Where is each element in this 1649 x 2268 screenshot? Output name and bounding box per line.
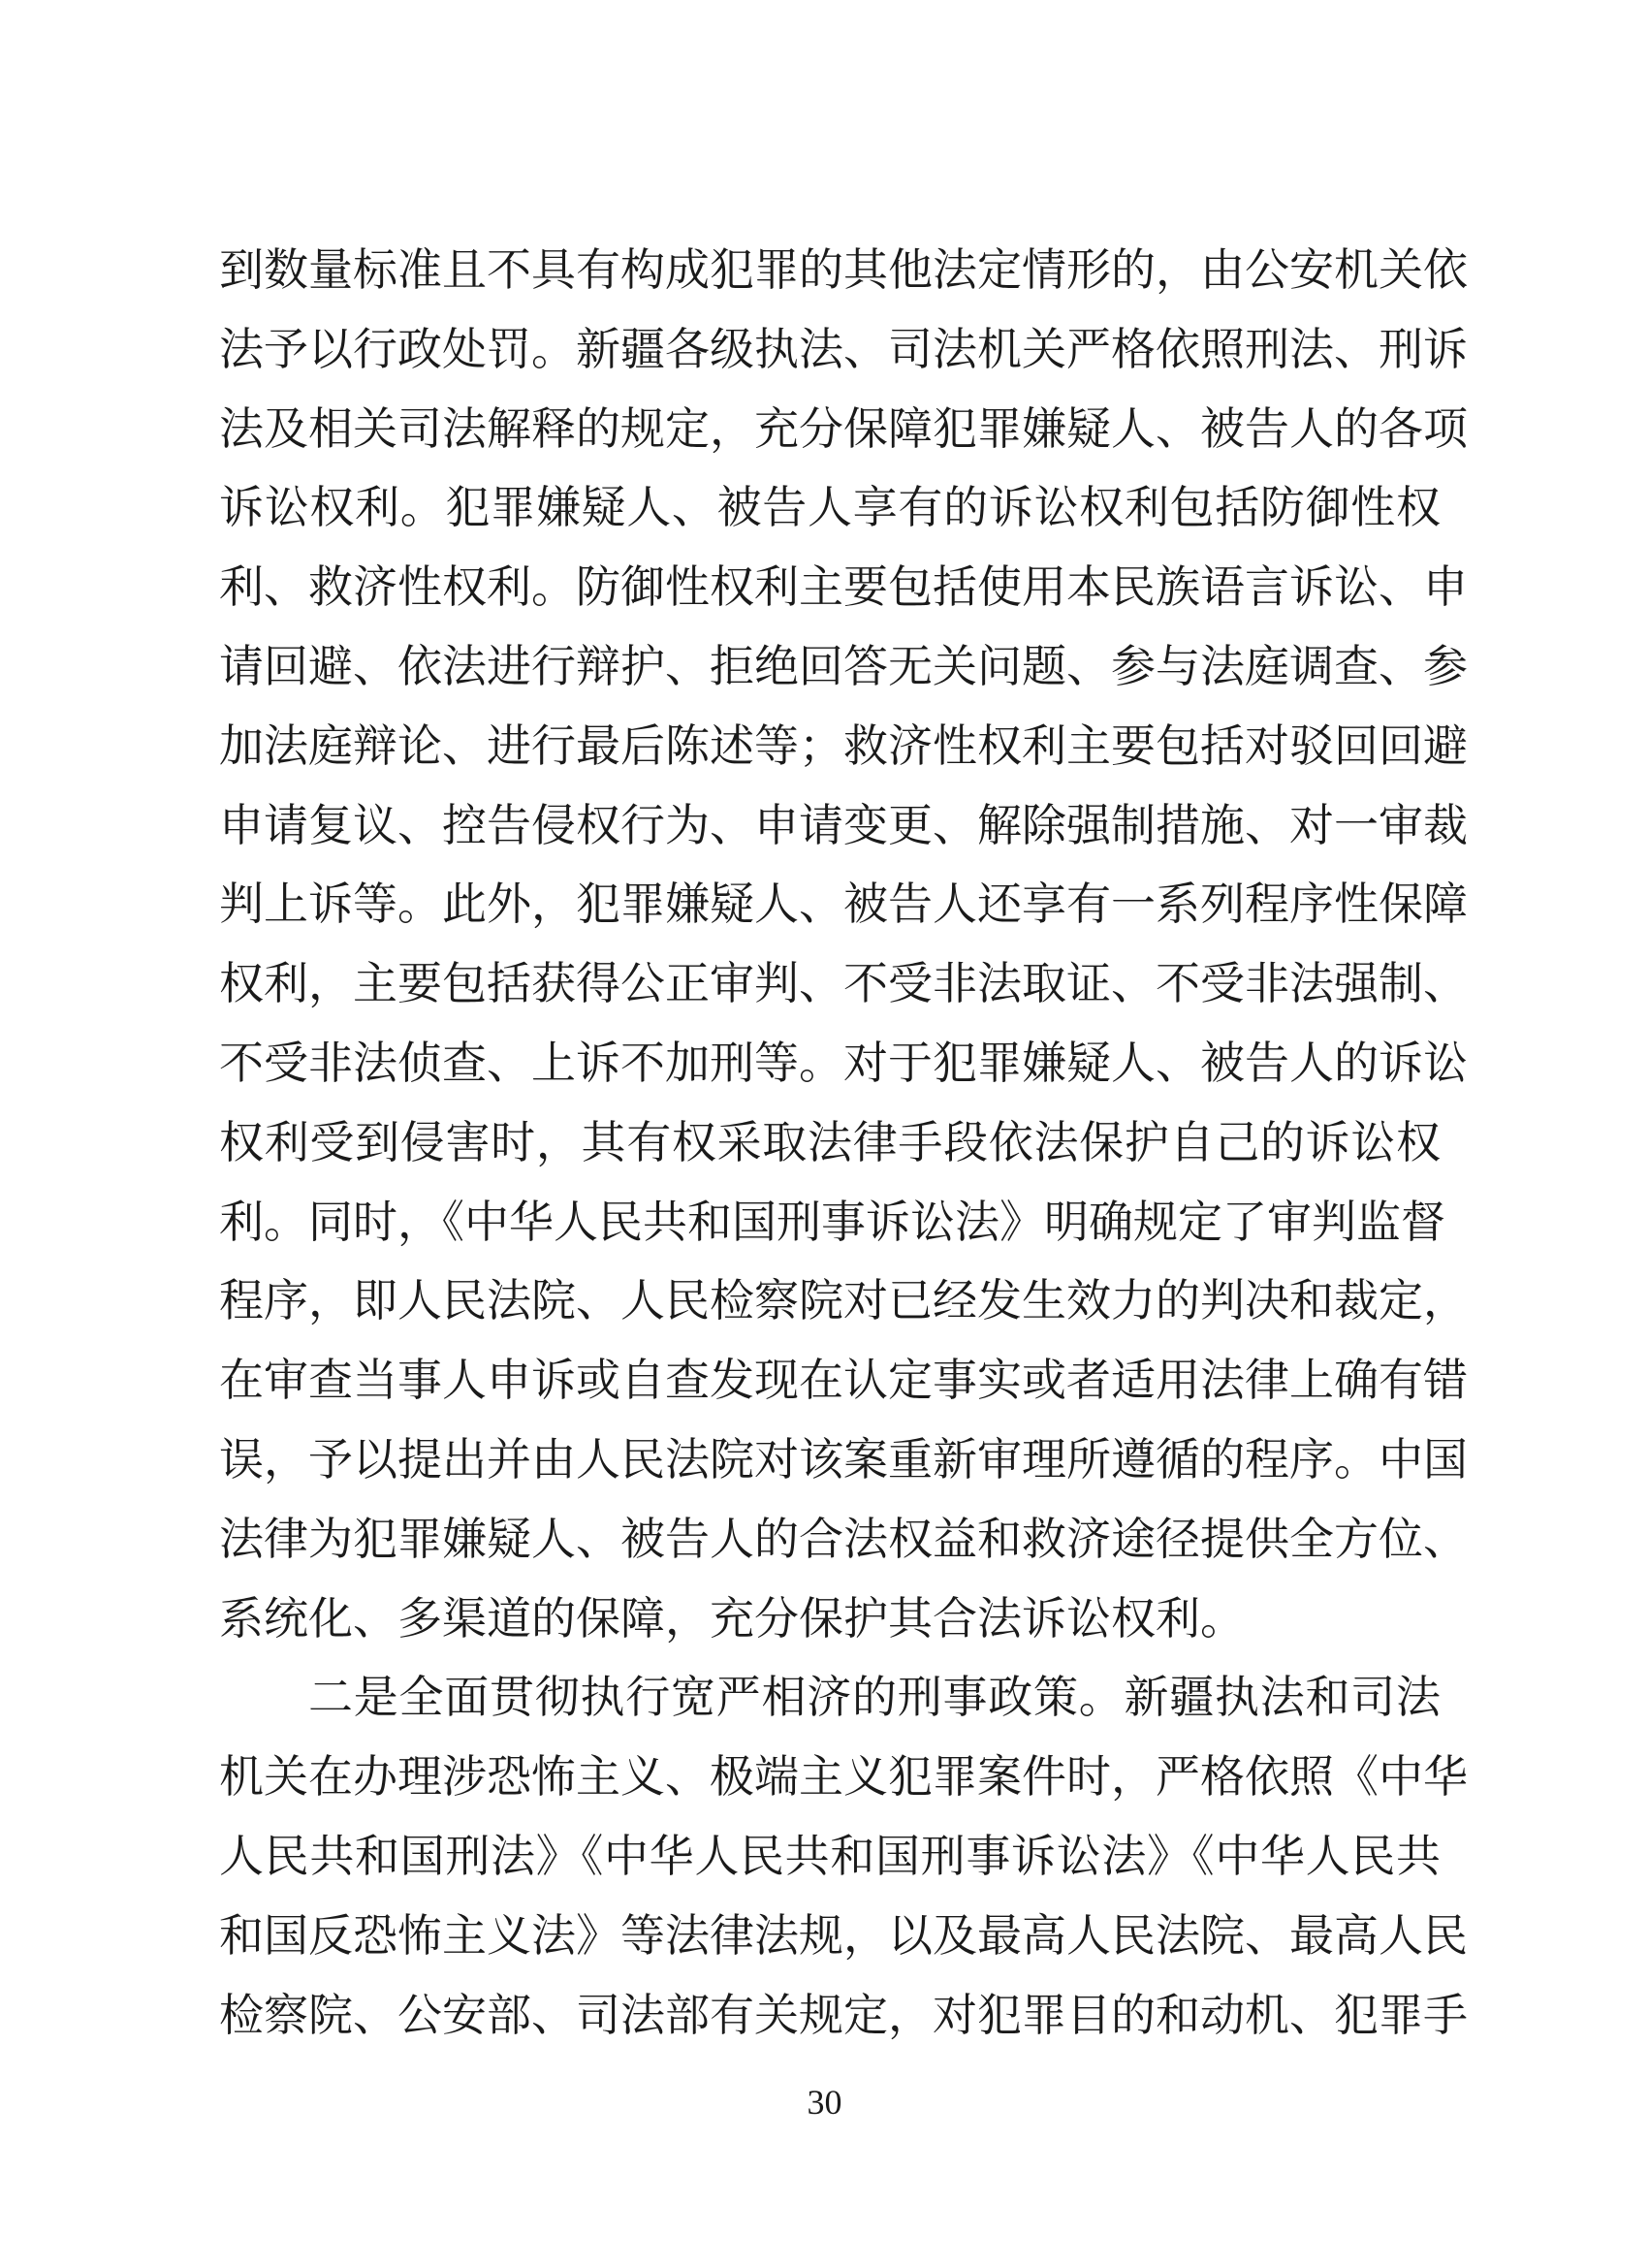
text-line: 程序，即人民法院、人民检察院对已经发生效力的判决和裁定， — [219, 1274, 1468, 1327]
text-line: 法律为犯罪嫌疑人、被告人的合法权益和救济途径提供全方位、 — [219, 1512, 1468, 1565]
text-line: 利。同时，《中华人民共和国刑事诉讼法》明确规定了审判监督 — [219, 1195, 1445, 1248]
text-line: 检察院、公安部、司法部有关规定，对犯罪目的和动机、犯罪手 — [219, 1988, 1468, 2041]
text-line: 不受非法侦查、上诉不加刑等。对于犯罪嫌疑人、被告人的诉讼 — [219, 1036, 1468, 1089]
text-line: 法予以行政处罚。新疆各级执法、司法机关严格依照刑法、刑诉 — [219, 322, 1468, 375]
text-line: 诉讼权利。犯罪嫌疑人、被告人享有的诉讼权利包括防御性权 — [219, 481, 1441, 534]
page-number: 30 — [807, 2083, 842, 2122]
text-line: 二是全面贯彻执行宽严相济的刑事政策。新疆执法和司法 — [308, 1671, 1441, 1724]
text-line: 权利受到侵害时，其有权采取法律手段依法保护自己的诉讼权 — [219, 1115, 1441, 1168]
text-line: 法及相关司法解释的规定，充分保障犯罪嫌疑人、被告人的各项 — [219, 401, 1468, 455]
text-line: 申请复议、控告侵权行为、申请变更、解除强制措施、对一审裁 — [219, 798, 1468, 851]
text-line: 在审查当事人申诉或自查发现在认定事实或者适用法律上确有错 — [219, 1354, 1468, 1407]
paragraph — [219, 231, 1468, 1658]
text-line: 和国反恐怖主义法》等法律法规，以及最高人民法院、最高人民 — [219, 1908, 1468, 1962]
text-line: 机关在办理涉恐怖主义、极端主义犯罪案件时，严格依照《中华 — [219, 1750, 1468, 1804]
text-line: 利、救济性权利。防御性权利主要包括使用本民族语言诉讼、申 — [219, 560, 1468, 614]
text-line: 请回避、依法进行辩护、拒绝回答无关问题、参与法庭调查、参 — [219, 639, 1468, 692]
text-line: 系统化、多渠道的保障，充分保护其合法诉讼权利。 — [219, 1591, 1245, 1645]
text-line: 加法庭辩论、进行最后陈述等；救济性权利主要包括对驳回回避 — [219, 719, 1468, 772]
paragraph — [219, 1658, 1468, 2055]
text-line: 人民共和国刑法》《中华人民共和国刑事诉讼法》《中华人民共 — [219, 1829, 1441, 1882]
text-line: 判上诉等。此外，犯罪嫌疑人、被告人还享有一系列程序性保障 — [219, 878, 1468, 931]
body-text — [219, 231, 1468, 2055]
text-line: 权利，主要包括获得公正审判、不受非法取证、不受非法强制、 — [219, 957, 1468, 1010]
text-line: 到数量标准且不具有构成犯罪的其他法定情形的，由公安机关依 — [219, 243, 1468, 296]
text-line: 误，予以提出并由人民法院对该案重新审理所遵循的程序。中国 — [219, 1432, 1468, 1485]
